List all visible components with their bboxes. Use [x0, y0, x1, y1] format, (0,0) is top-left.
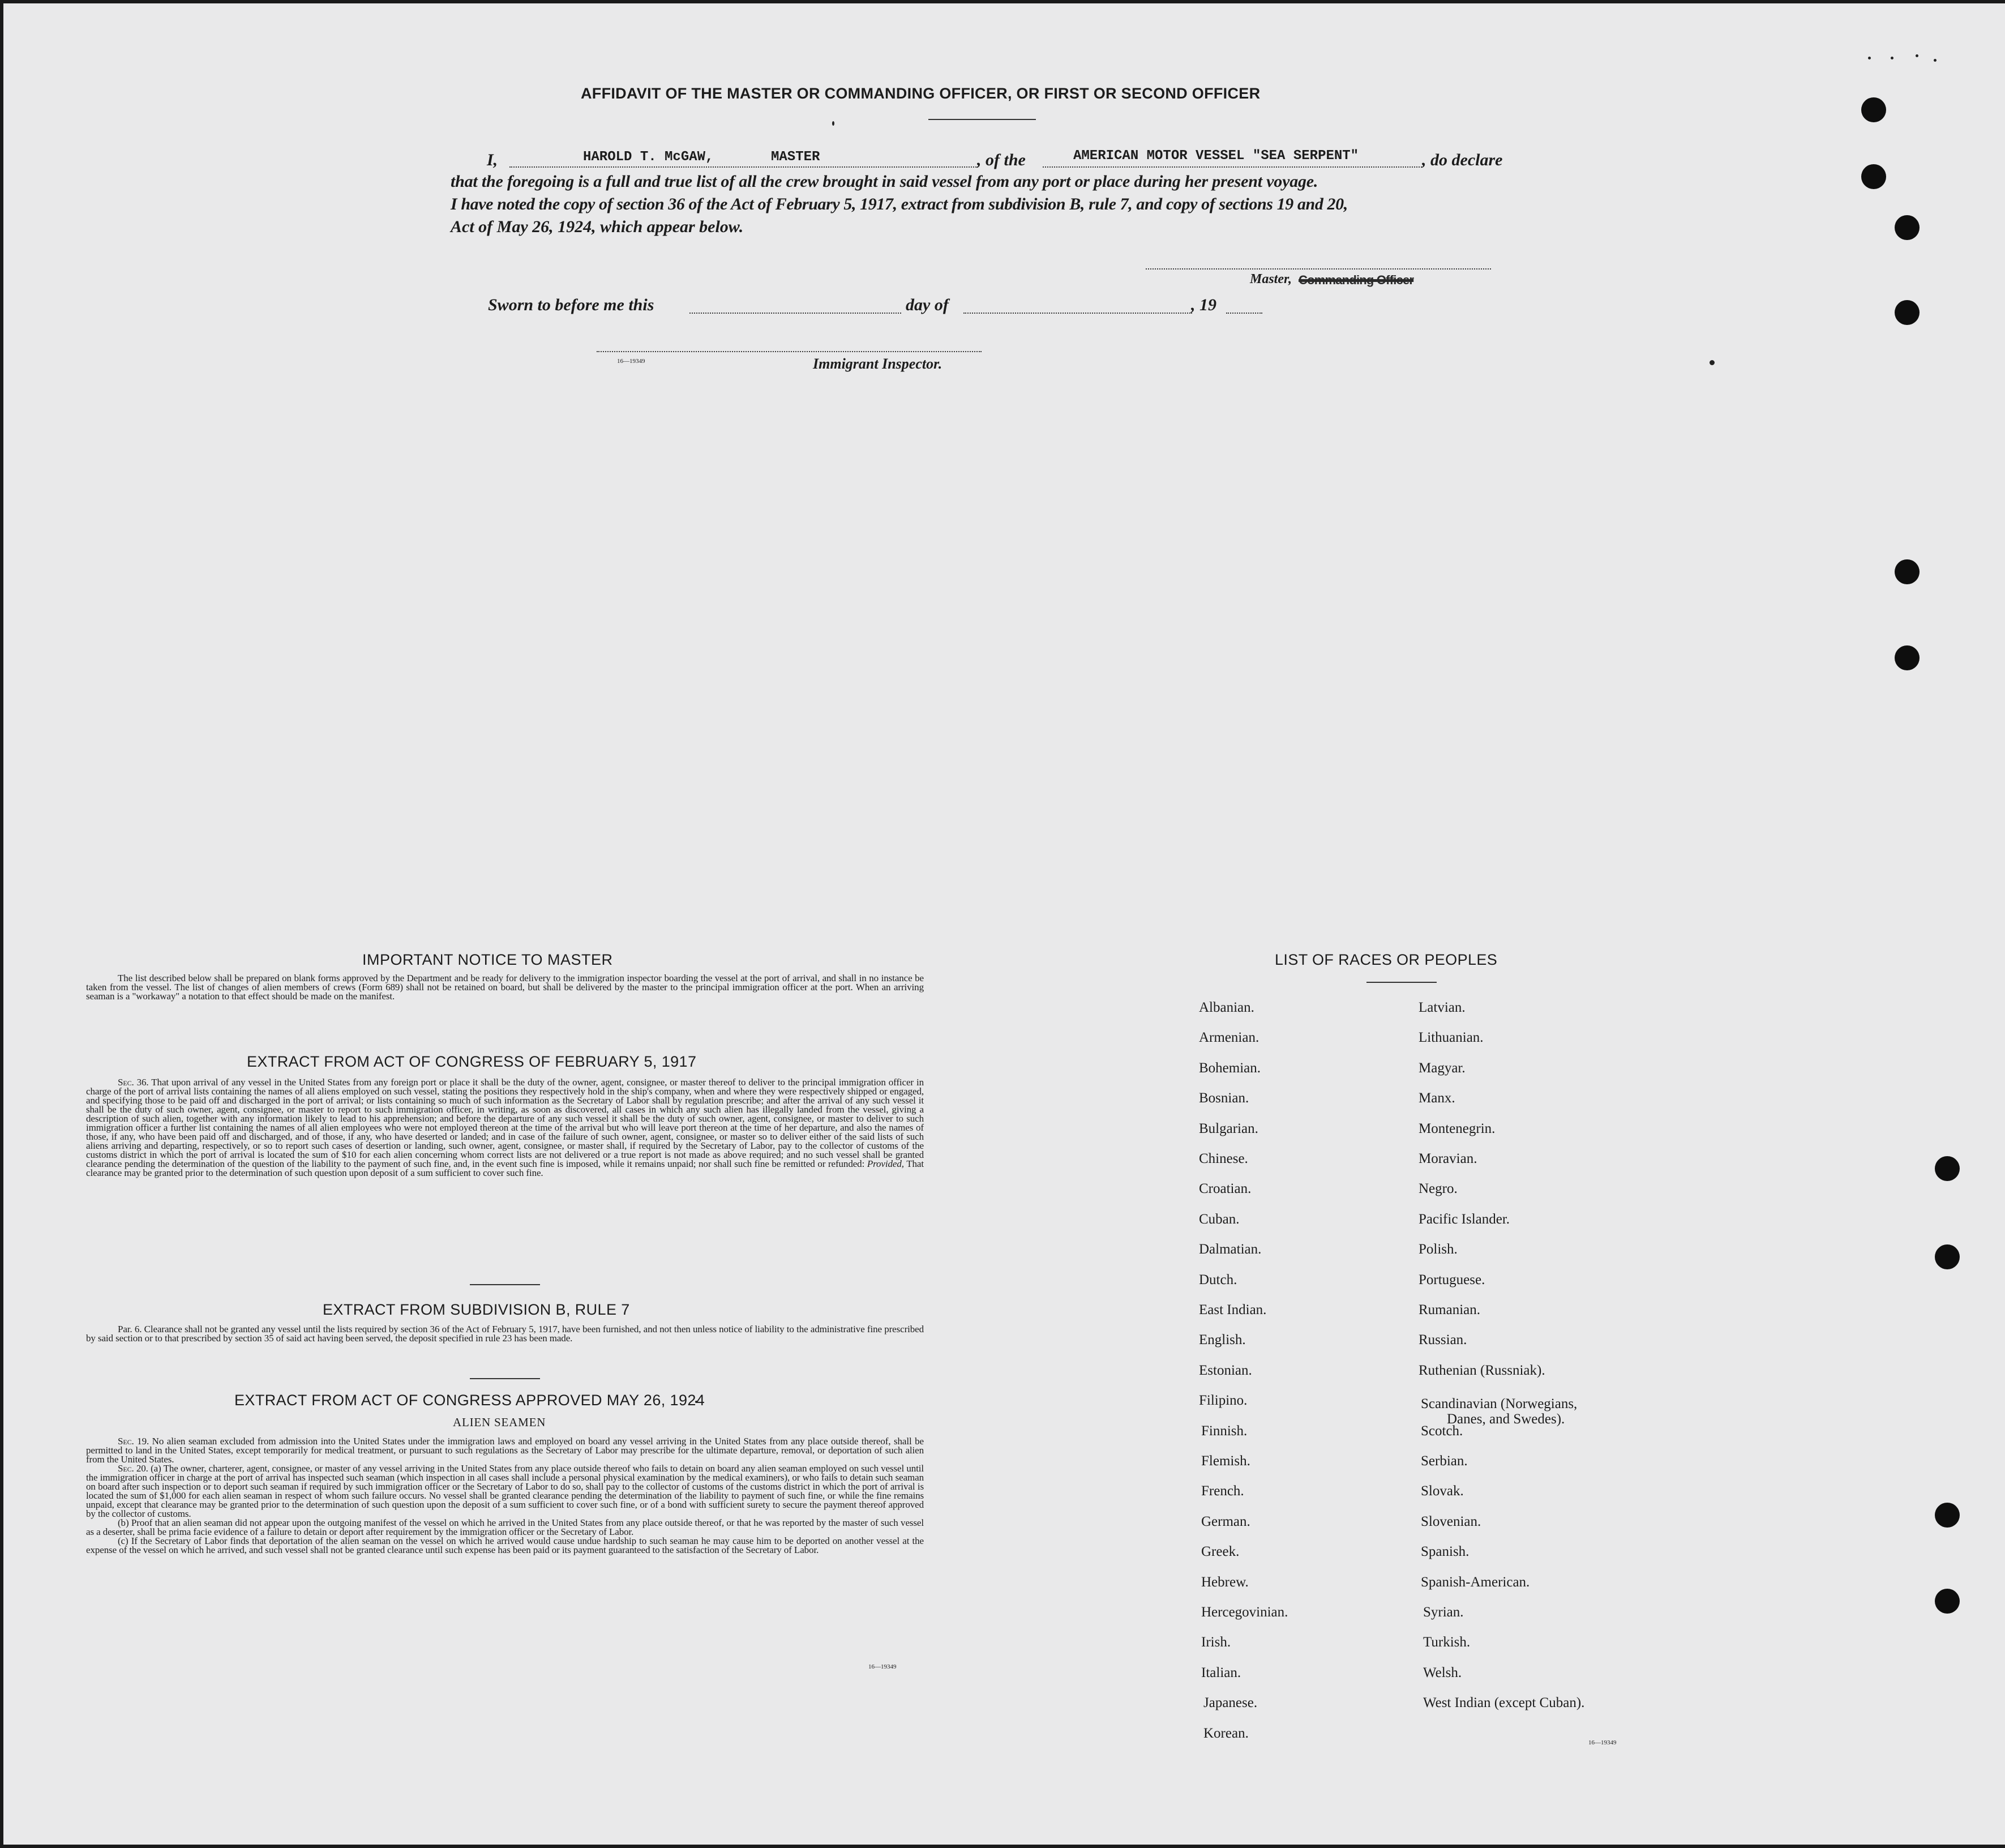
race-item: Latvian.	[1419, 1000, 1466, 1015]
punch-hole	[1935, 1244, 1960, 1269]
race-item: Italian.	[1201, 1665, 1241, 1680]
race-item: Bohemian.	[1199, 1060, 1261, 1076]
sec-20c-paragraph	[86, 1537, 924, 1555]
race-item: Slovak.	[1421, 1483, 1464, 1499]
signature-line	[1146, 268, 1491, 270]
rule-7-body	[86, 1325, 924, 1343]
punch-hole	[1861, 164, 1886, 189]
punch-hole	[1935, 1156, 1960, 1181]
affidavit-line-3: I have noted the copy of section 36 of the Act of February 5, 1917, extract from subdivision B, rule 7, and copy of sections 19 and 20,	[451, 195, 1348, 213]
sworn-year-line	[1226, 313, 1262, 314]
race-item: Russian.	[1419, 1332, 1467, 1348]
sec-20c-text: (c) If the Secretary of Labor finds that deportation of the alien seaman on the vessel on which he arrived would cause undue hardship to such seaman he may cause him to be deported on another vessel at the expense of the vessel on which he arrived, and such vessel shall not be granted clearance until such expense has been paid or its payment guaranteed to the satisfaction of the Secretary of Labor.	[86, 1535, 924, 1555]
notice-body	[86, 974, 924, 1001]
race-item: Moravian.	[1419, 1151, 1477, 1166]
sec-20a-text: (a) The owner, charterer, agent, consignee, or master of any vessel arriving in the United States from any place outside thereof who fails to detain on board any alien seaman employed on such vessel until the immigration officer in charge at the port of arrival has inspected such seaman (which inspection in all cases shall include a personal physical examination by the medical examiners), or who fails to detain such seaman on board after such inspection or to deport such seaman if required by such immigration officer or the Secretary of Labor to do so, shall pay to the collector of customs of the customs district in which the port of arrival is located the sum of $1,000 for each alien seaman in respect of whom such failure occurs. No vessel shall be granted clearance pending the determination of the liability to payment of such fine, or while the fine remains unpaid, except that clearance may be granted prior to the determination of such question upon the deposit of a sum sufficient to cover such fine, or of a bond with sufficient surety to secure the payment thereof approved by the collector of customs.	[86, 1463, 924, 1519]
form-number-bottom-left: 16—19349	[868, 1663, 897, 1670]
race-item: Cuban.	[1199, 1212, 1240, 1227]
punch-hole	[1935, 1503, 1960, 1528]
speck	[1916, 54, 1918, 57]
race-item: West Indian (except Cuban).	[1423, 1695, 1585, 1710]
race-item: Hercegovinian.	[1201, 1605, 1288, 1620]
rule-7-text: Par. 6. Clearance shall not be granted any vessel until the lists required by section 36 of the Act of February 5, 1917, have been furnished, and not then unless notice of liability to the administrative fine prescribed by said section or to that prescribed by section 35 of said act having been served, the deposit specified in rule 23 has been made.	[86, 1324, 924, 1344]
vessel-name-line	[1043, 166, 1422, 168]
race-item: Danes, and Swedes).	[1447, 1411, 1565, 1427]
extract-1917-title: EXTRACT FROM ACT OF CONGRESS OF FEBRUARY 5, 1917	[247, 1053, 697, 1070]
notice-title: IMPORTANT NOTICE TO MASTER	[362, 951, 613, 968]
race-item: Polish.	[1419, 1242, 1458, 1257]
speck	[1868, 57, 1871, 59]
sworn-day-line	[689, 313, 901, 314]
race-item: Scandinavian (Norwegians,	[1421, 1396, 1578, 1411]
race-item: Negro.	[1419, 1181, 1458, 1196]
race-item: Spanish.	[1421, 1544, 1470, 1559]
punch-hole	[1861, 97, 1886, 122]
race-item: Ruthenian (Russniak).	[1419, 1363, 1545, 1378]
do-declare-label: , do declare	[1422, 151, 1503, 169]
form-number-bottom-right: 16—19349	[1588, 1739, 1617, 1746]
race-item: Armenian.	[1199, 1030, 1259, 1045]
race-item: Dalmatian.	[1199, 1242, 1262, 1257]
sec-20b-text: (b) Proof that an alien seaman did not appear upon the outgoing manifest of the vessel on which he arrived in the United States from any place outside thereof, or that he was reported by the master of such vessel as a deserter, shall be prima facie evidence of a failure to detain or deport after requirement by the immigration officer or the Secretary of Labor.	[86, 1517, 924, 1537]
race-item: Bosnian.	[1199, 1090, 1249, 1106]
affidavit-pronoun: I,	[487, 151, 498, 169]
punch-hole	[1935, 1589, 1960, 1614]
race-item: Croatian.	[1199, 1181, 1252, 1196]
divider-1	[470, 1284, 540, 1285]
alien-seamen-subtitle: ALIEN SEAMEN	[453, 1415, 546, 1429]
affidavit-line-2: that the foregoing is a full and true list of all the crew brought in said vessel from any port or place during her present voyage.	[451, 172, 1318, 191]
race-item: East Indian.	[1199, 1302, 1267, 1317]
race-item: Serbian.	[1421, 1453, 1468, 1469]
sec-20b-paragraph	[86, 1518, 924, 1537]
officer-rank: MASTER	[771, 149, 820, 165]
officer-name: HAROLD T. McGAW,	[583, 149, 714, 165]
inspector-signature-line	[597, 351, 982, 352]
sec-20a-paragraph	[86, 1464, 924, 1518]
race-item: Portuguese.	[1419, 1272, 1485, 1287]
sec-36-tail: That clearance may be granted prior to the determination of such question upon deposit of a sum sufficient to cover such fine.	[86, 1158, 924, 1178]
race-item: Albanian.	[1199, 1000, 1254, 1015]
inspector-label: Immigrant Inspector.	[813, 356, 942, 372]
vessel-name: AMERICAN MOTOR VESSEL "SEA SERPENT"	[1073, 148, 1359, 164]
speck	[1710, 360, 1715, 365]
form-number-top: 16—19349	[617, 358, 645, 365]
race-item: Estonian.	[1199, 1363, 1252, 1378]
officer-name-line	[509, 166, 978, 168]
affidavit-title: AFFIDAVIT OF THE MASTER OR COMMANDING OFFICER, OR FIRST OR SECOND OFFICER	[581, 85, 1261, 102]
race-item: Welsh.	[1423, 1665, 1462, 1680]
speck	[1934, 59, 1937, 62]
race-item: Hebrew.	[1201, 1575, 1249, 1590]
of-the-label: , of the	[977, 151, 1026, 169]
year-label: , 19	[1191, 296, 1216, 314]
divider-2	[470, 1378, 540, 1379]
race-item: Spanish-American.	[1421, 1575, 1530, 1590]
race-item: Scotch.	[1421, 1423, 1463, 1439]
race-item: Magyar.	[1419, 1060, 1466, 1076]
punch-hole	[1895, 300, 1920, 325]
day-of-label: day of	[906, 296, 949, 314]
sworn-label: Sworn to before me this	[488, 296, 654, 314]
punch-hole	[1895, 215, 1920, 240]
race-item: English.	[1199, 1332, 1246, 1348]
race-item: German.	[1201, 1514, 1250, 1529]
speck	[1891, 57, 1893, 59]
race-item: Syrian.	[1423, 1605, 1464, 1620]
sec-19-label: Sec. 19.	[118, 1436, 149, 1447]
races-title: LIST OF RACES OR PEOPLES	[1275, 951, 1498, 968]
master-label: Master,	[1250, 272, 1292, 286]
provided-word: Provided,	[867, 1158, 904, 1169]
extract-1924-title: EXTRACT FROM ACT OF CONGRESS APPROVED MAY 26, 1924	[234, 1392, 705, 1409]
race-item: Manx.	[1419, 1090, 1455, 1106]
race-item: Slovenian.	[1421, 1514, 1481, 1529]
race-item: Turkish.	[1423, 1635, 1471, 1650]
affidavit-line-4: Act of May 26, 1924, which appear below.	[451, 217, 744, 236]
title-underline	[928, 119, 1036, 120]
race-item: Rumanian.	[1419, 1302, 1481, 1317]
race-item: Flemish.	[1201, 1453, 1250, 1469]
notice-text: The list described below shall be prepared on blank forms approved by the Department and be ready for delivery to the immigration inspector boarding the vessel at the port of arrival, and shall in no instance be taken from the vessel. The list of changes of alien members of crews (Form 689) shall not be retained on board, but shall be delivered by the master to the principal immigration officer at the port. When an arriving seaman is a "workaway" a notation to that effect should be made on the manifest.	[86, 973, 924, 1002]
punch-hole	[1895, 559, 1920, 584]
struck-out-title: Commanding Officer	[1299, 273, 1414, 287]
race-item: Lithuanian.	[1419, 1030, 1484, 1045]
race-item: Finnish.	[1201, 1423, 1248, 1439]
punch-hole	[1895, 645, 1920, 670]
extract-1917-body	[86, 1078, 924, 1178]
sec-36-text: That upon arrival of any vessel in the United States from any foreign port or place it shall be the duty of the owner, agent, consignee, or master thereof to deliver to the principal immigration officer in charge of the port of arrival lists containing the names of all aliens employed on such vessel, stating the positions they respectively hold in the ship's company, when and where they were respectively shipped or engaged, and specifying those to be paid off and discharged in the port of arrival; or lists containing so much of such information as the Secretary of Labor shall by regulation prescribe; and after the arrival of any such vessel it shall be the duty of such owner, agent, consignee, or master to report to such immigration officer, in writing, as soon as discovered, all cases in which any such alien has illegally landed from the vessel, giving a description of such alien, together with any information likely to lead to his apprehension; and before the departure of any such vessel it shall be the duty of such owner, agent, consignee, or master to deliver to such immigration officer a further list containing the names of all alien employees who were not employed thereon at the time of the arrival but who will leave port thereon at the time of her departure, and also the names of those, if any, who have been paid off and discharged, and of those, if any, who have deserted or landed; and in case of the failure of such owner, agent, consignee, or master so to deliver either of the said lists of such aliens arriving and departing, respectively, or so to report such cases of desertion or landing, such owner, agent, consignee, or master shall, if required by the Secretary of Labor, pay to the collector of customs of the customs district in which the port of arrival is located the sum of $10 for each alien concerning whom correct lists are not delivered or a true report is not made as above required; and no such vessel shall be granted clearance pending the determination of the question of the liability to the payment of such fine, and, in the event such fine is imposed, while it remains unpaid; nor shall such fine be remitted or refunded:	[86, 1077, 924, 1169]
race-item: Korean.	[1203, 1726, 1249, 1741]
sec-19-text: No alien seaman excluded from admission into the United States under the immigration laws and employed on board any vessel arriving in the United States from any place outside thereof, shall be permitted to land in the United States, except temporarily for medical treatment, or pursuant to such regulations as the Secretary of Labor may prescribe for the ultimate departure, removal, or deportation of such alien from the United States.	[86, 1436, 924, 1465]
race-item: Bulgarian.	[1199, 1121, 1258, 1136]
race-item: Greek.	[1201, 1544, 1240, 1559]
rule-7-title: EXTRACT FROM SUBDIVISION B, RULE 7	[323, 1301, 630, 1318]
race-item: French.	[1201, 1483, 1244, 1499]
race-item: Japanese.	[1203, 1695, 1258, 1710]
sec-19-paragraph	[86, 1437, 924, 1464]
sec-20-label: Sec. 20.	[118, 1463, 148, 1474]
race-item: Dutch.	[1199, 1272, 1237, 1287]
race-item: Chinese.	[1199, 1151, 1248, 1166]
race-item: Filipino.	[1199, 1393, 1248, 1408]
races-title-underline	[1366, 982, 1437, 983]
sworn-month-line	[963, 313, 1192, 314]
race-item: Irish.	[1201, 1635, 1231, 1650]
race-item: Montenegrin.	[1419, 1121, 1496, 1136]
extract-1924-body	[86, 1437, 924, 1555]
document-page	[3, 3, 2005, 1845]
sec-36-label: Sec. 36.	[118, 1077, 149, 1088]
speck	[832, 121, 834, 126]
race-item: Pacific Islander.	[1419, 1212, 1510, 1227]
